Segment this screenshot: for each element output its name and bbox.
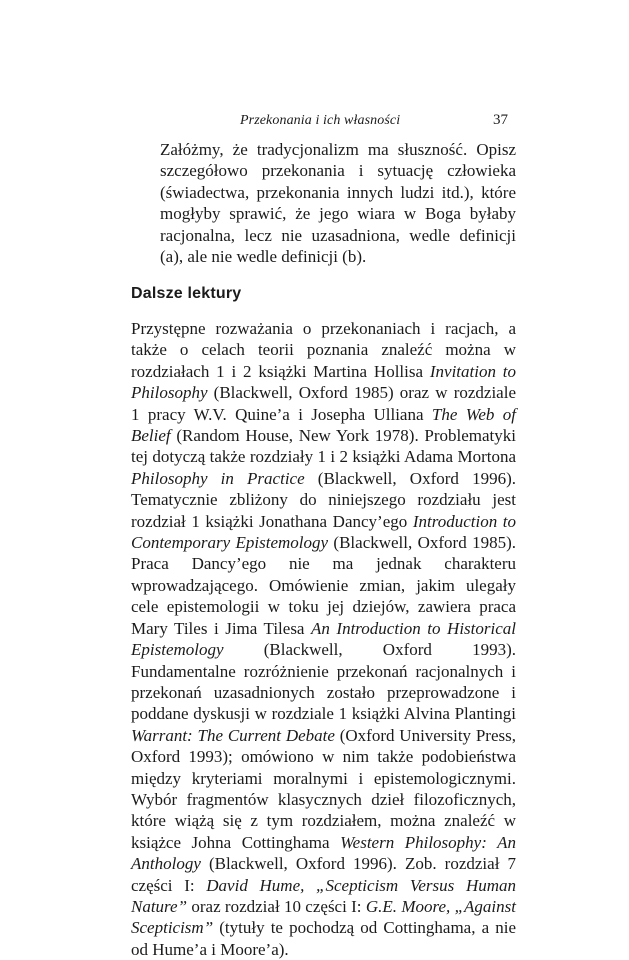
further-reading-paragraph — [131, 318, 516, 960]
text-run: (Blackwell, Oxford 1985) oraz w rozdziale 1 pracy W.V. Quine’a i Josepha Ulliana — [131, 383, 516, 424]
exercise-text: Załóżmy, że tradycjonalizm ma słuszność. Opisz szczegółowo przekonania i sytuację człowieka (świadectwa, przekonania innych ludzi itd.), które mogłyby sprawić, że jego wiara w Boga byłaby racjonalna, lecz nie uzasadniona, wedle definicji (a), ale nie wedle definicji (b). — [160, 140, 516, 267]
text-run: (Blackwell, Oxford 1996). Zob. rozdział 7 części I: — [131, 854, 516, 895]
book-title-cottingham: Western Philosophy: An Anthology — [131, 832, 516, 874]
text-run: (Blackwell, Oxford 1996). Tematycznie zbliżony do niniejszego rozdziału jest rozdział 1 książki Jonathana Dancy’ego — [131, 468, 516, 531]
text-run: (Oxford University Press, Oxford 1993); omówiono w nim także podobieństwa między kryteriami moralnymi i epistemologicznymi. Wybór fragmentów klasycznych dzieł filozoficznych, które wiążą się z tym rozdziałem, można znaleźć w książce Johna Cottinghama — [131, 725, 516, 852]
book-title-plantinga: Warrant: The Current Debate — [131, 725, 335, 745]
chapter-title-hume: David Hume, „Scepticism Versus Human Nature” — [131, 875, 517, 916]
exercise-paragraph — [160, 139, 516, 267]
text-run: Przystępne rozważania o przekonaniach i racjach, a także o celach teorii poznania znaleźć można w rozdziałach 1 i 2 książki Martina Hollisa — [131, 319, 516, 381]
book-title-dancy: Introduction to Contemporary Epistemology — [131, 511, 516, 553]
text-run: oraz rozdział 10 części I: — [187, 896, 366, 916]
text-run: (Blackwell, Oxford 1993). Fundamentalne rozróżnienie przekonań racjonalnych i przekonań uzasadnionych zostało przeprowadzone i poddane dyskusji w rozdziale 1 książki Alvina Plantingi — [131, 640, 516, 724]
book-title-morton: Philosophy in Practice — [131, 468, 305, 488]
chapter-title-moore: G.E. Moore, „Against Scepticism” — [131, 896, 516, 938]
running-title: Przekonania i ich własności — [240, 113, 401, 128]
book-title-hollis: Invitation to Philosophy — [131, 361, 516, 403]
book-title-tiles: An Introduction to Historical Epistemology — [131, 618, 516, 660]
text-run: (Random House, New York 1978). Problematyki tej dotyczą także rozdziały 1 i 2 książki Adama Mortona — [131, 426, 516, 467]
section-heading: Dalsze lektury — [131, 285, 242, 302]
text-run: (tytuły te pochodzą od Cottinghama, a nie od Hume’a i Moore’a). — [131, 918, 516, 959]
book-title-quine-ullian: The Web of Belief — [131, 404, 516, 446]
further-reading-text — [131, 318, 516, 960]
page-number: 37 — [493, 112, 508, 128]
text-run: (Blackwell, Oxford 1985). Praca Dancy’ego nie ma jednak charakteru wprowadzającego. Omówienie zmian, jakim ulegały cele epistemologii w toku jej dziejów, zawiera praca Mary Tiles i Jima Tilesa — [131, 533, 516, 638]
